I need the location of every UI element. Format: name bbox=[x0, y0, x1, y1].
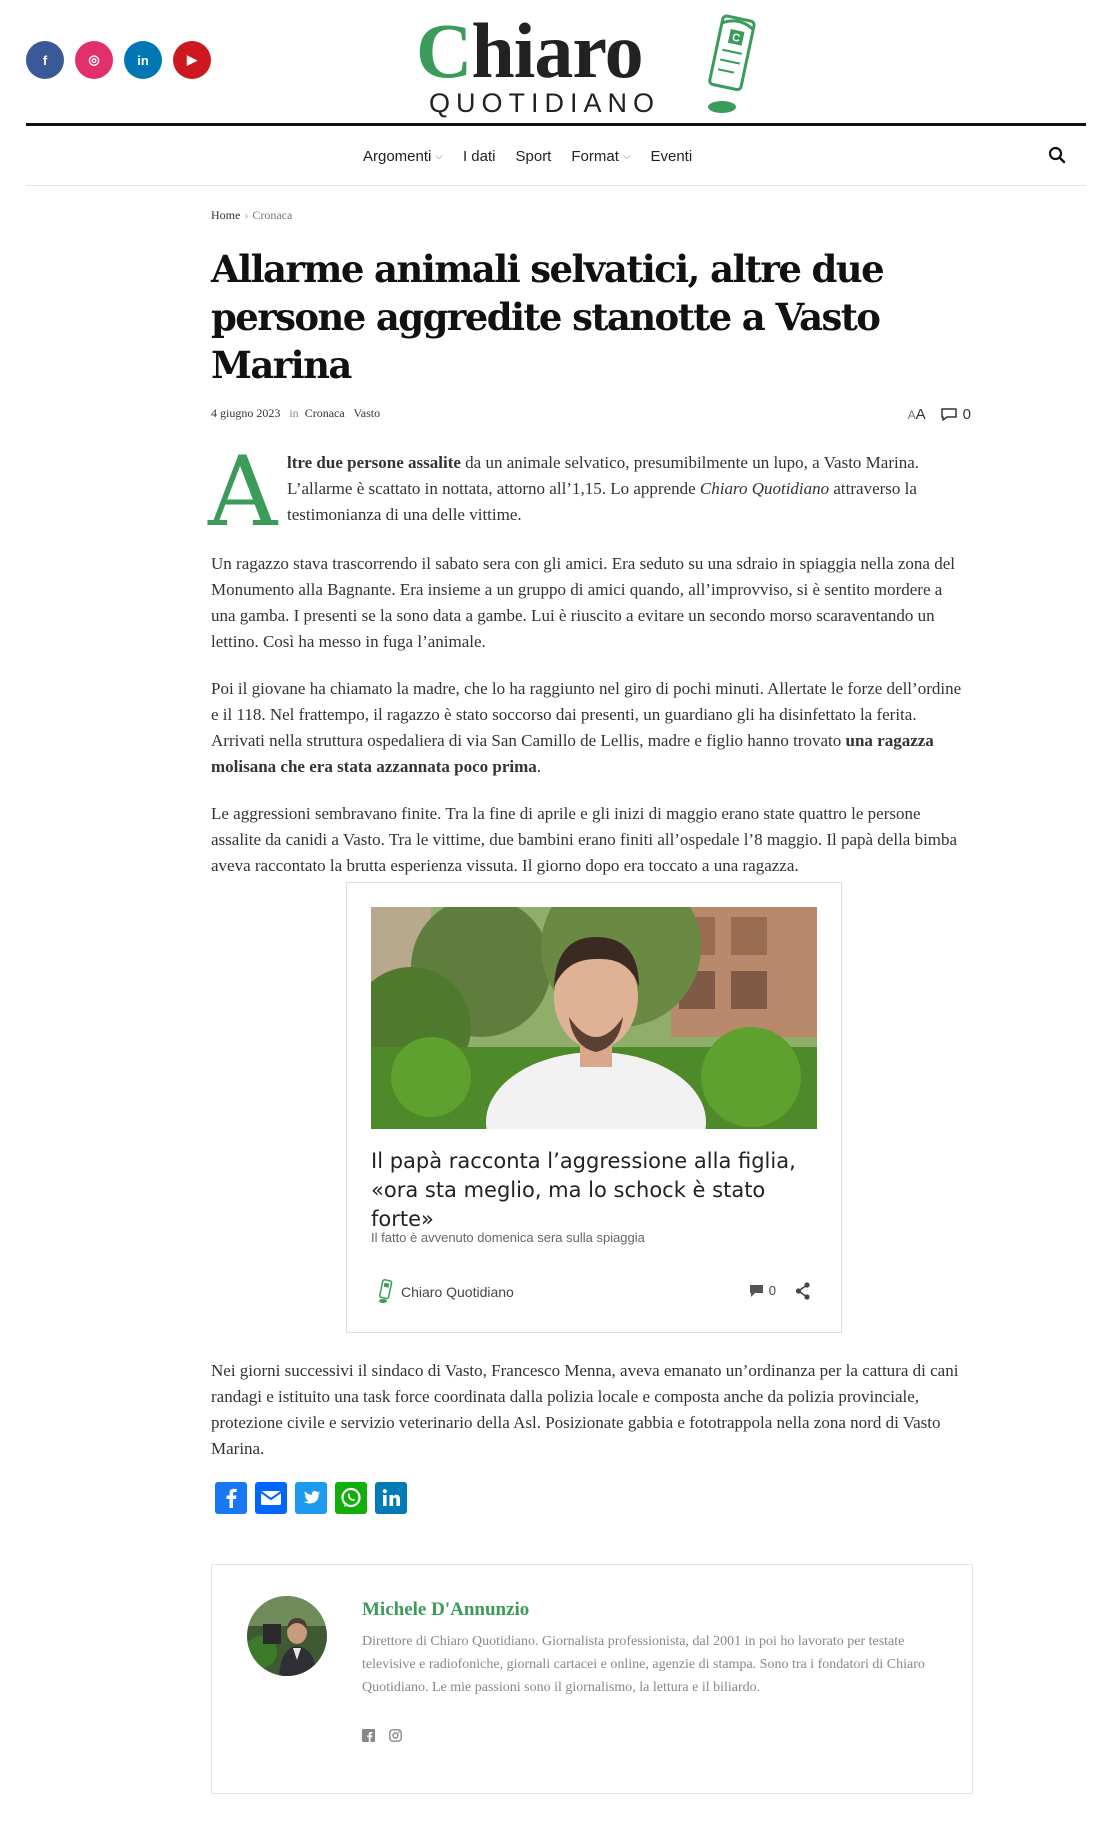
site-icon bbox=[375, 1278, 395, 1304]
site-logo[interactable] bbox=[414, 7, 784, 118]
header-social-links bbox=[26, 41, 211, 79]
instagram-icon[interactable]: ◎ bbox=[75, 41, 113, 79]
breadcrumb-home[interactable]: Home bbox=[211, 208, 241, 222]
paragraph: Poi il giovane ha chiamato la madre, che lo ha raggiunto nel giro di pochi minuti. Allertate le forze dell’ordine e il 118. Nel frattempo, il ragazzo è stato soccorso dai presenti, un guardiano gli ha disinfettato la ferita. Arrivati nella struttura ospedaliera di via San Camillo de Lellis, madre e figlio hanno trovato una ragazza molisana che era stata azzannata poco prima. bbox=[211, 679, 962, 776]
author-box bbox=[211, 1564, 973, 1794]
embedded-article-card[interactable] bbox=[346, 882, 842, 1333]
logo-c: C bbox=[416, 7, 472, 94]
category-link[interactable]: Vasto bbox=[353, 406, 381, 420]
search-icon[interactable] bbox=[1048, 146, 1066, 164]
youtube-icon[interactable]: ▶ bbox=[173, 41, 211, 79]
breadcrumb-sep: › bbox=[244, 208, 249, 222]
author-avatar[interactable] bbox=[247, 1596, 327, 1676]
article-date: 4 giugno 2023 bbox=[211, 406, 281, 420]
breadcrumb-current[interactable]: Cronaca bbox=[252, 208, 293, 222]
lead-paragraph: A ltre due persone assalite da un animale selvatico, presumibilmente un lupo, a Vasto Marina. L’allarme è scattato in nottata, attorno all’1,15. Lo apprende Chiaro Quotidiano attraverso la testimonianza di una delle vittime. bbox=[208, 436, 920, 548]
nav-item-i-dati[interactable]: I dati bbox=[462, 147, 496, 165]
author-name[interactable]: Michele D'Annunzio bbox=[362, 1599, 530, 1620]
whatsapp-share-icon[interactable] bbox=[335, 1482, 367, 1514]
article-title: Allarme animali selvatici, altre due persone aggredite stanotte a Vasto Marina bbox=[211, 247, 884, 387]
author-bio: Direttore di Chiaro Quotidiano. Giornalista professionista, dal 2001 in poi ho lavorato per testate televisive e radiofoniche, giornali cartacei e online, agenzie di stampa. Sono tra i fondatori di Chiaro Quotidiano. Le mie passioni sono il giornalismo, la lettura e il biliardo. bbox=[362, 1634, 925, 1695]
facebook-icon[interactable] bbox=[362, 1729, 375, 1742]
email-share-icon[interactable] bbox=[255, 1482, 287, 1514]
article bbox=[208, 186, 971, 879]
facebook-share-icon[interactable] bbox=[215, 1482, 247, 1514]
twitter-share-icon[interactable] bbox=[295, 1482, 327, 1514]
dropcap: A bbox=[208, 436, 278, 548]
newspaper-roll-icon bbox=[692, 12, 772, 116]
paragraph: Un ragazzo stava trascorrendo il sabato sera con gli amici. Era seduto su una sdraio in spiaggia nella zona del Monumento alla Bagnante. Era insieme a un gruppo di amici quando, all’improvviso, si è sentito mordere a una gamba. I presenti se la sono data a gambe. Lui è riuscito a evitare un secondo morso scaraventando un lettino. Così ha messo in fuga l’animale. bbox=[211, 554, 955, 651]
article-continued bbox=[211, 1358, 971, 1462]
nav-item-sport[interactable]: Sport bbox=[515, 147, 552, 165]
linkedin-share-icon[interactable] bbox=[375, 1482, 407, 1514]
share-buttons bbox=[215, 1482, 407, 1514]
logo-wordmark bbox=[416, 7, 643, 94]
main-nav bbox=[26, 126, 1086, 186]
facebook-icon[interactable]: f bbox=[26, 41, 64, 79]
share-icon[interactable] bbox=[795, 1282, 811, 1300]
paragraph: Nei giorni successivi il sindaco di Vasto, Francesco Menna, aveva emanato un’ordinanza per la cattura di cani randagi e istituito una task force coordinata dalla polizia locale e composta anche da polizia provinciale, protezione civile e servizio veterinario della Asl. Posizionate gabbia e fototrappola nella zona nord di Vasto Marina. bbox=[211, 1361, 959, 1458]
comment-icon bbox=[749, 1284, 764, 1298]
svg-text:C: C bbox=[730, 31, 742, 46]
in-label: in bbox=[289, 406, 299, 420]
embed-excerpt: Il fatto è avvenuto domenica sera sulla spiaggia bbox=[371, 1230, 645, 1245]
embed-comment-count[interactable]: 0 bbox=[749, 1283, 776, 1298]
instagram-icon[interactable] bbox=[389, 1729, 402, 1742]
category-link[interactable]: Cronaca bbox=[304, 406, 345, 420]
paragraph: Le aggressioni sembravano finite. Tra la fine di aprile e gli inizi di maggio erano state quattro le persone assalite da canidi a Vasto. Tra le vittime, due bambini erano finiti all’ospedale l’8 maggio. Il papà della bimba aveva raccontato la brutta esperienza vissuta. Il giorno dopo era toccato a una ragazza. bbox=[211, 804, 958, 875]
article-meta bbox=[211, 406, 971, 428]
comment-count[interactable]: 0 bbox=[940, 406, 971, 423]
logo-rest: hiaro bbox=[471, 7, 643, 94]
nav-item-argomenti[interactable]: Argomenti ⌵ bbox=[363, 147, 443, 165]
breadcrumb bbox=[211, 208, 971, 223]
font-size-toggle[interactable]: AA bbox=[907, 406, 926, 423]
embed-image[interactable] bbox=[371, 907, 817, 1129]
comment-icon bbox=[940, 407, 958, 422]
embed-footer bbox=[371, 1278, 817, 1306]
nav-item-eventi[interactable]: Eventi bbox=[650, 147, 693, 165]
linkedin-icon[interactable]: in bbox=[124, 41, 162, 79]
logo-subtitle: QUOTIDIANO bbox=[429, 88, 661, 118]
author-social-links bbox=[362, 1729, 402, 1742]
embed-brand[interactable]: Chiaro Quotidiano bbox=[401, 1284, 514, 1300]
chevron-down-icon: ⌵ bbox=[435, 150, 443, 162]
chevron-down-icon: ⌵ bbox=[622, 150, 631, 162]
embed-title[interactable]: Il papà racconta l’aggressione alla figlia, «ora sta meglio, ma lo schock è stato forte» bbox=[371, 1149, 796, 1231]
nav-item-format[interactable]: Format ⌵ bbox=[571, 147, 631, 165]
